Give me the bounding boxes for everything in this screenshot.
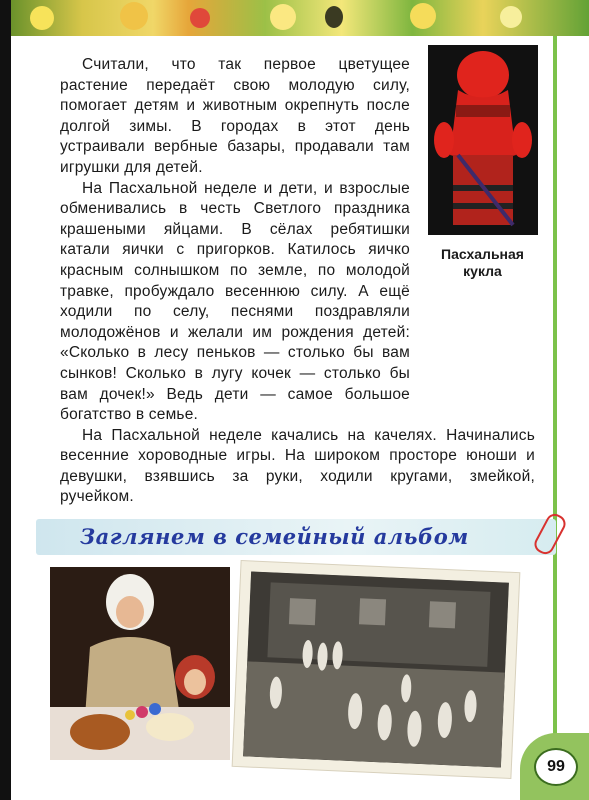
paragraph: Считали, что так первое цветущее растение передаёт свою молодую силу, помогает детям и животным окрепнуть после долгой зимы. В городах в этот день устраивали вербные базары, продавали там игрушки для детей. (60, 56, 410, 176)
flower-icon (30, 6, 54, 30)
margin-stripe (553, 36, 557, 800)
paragraph: На Пасхальной неделе качались на качелях. Начинались весенние хороводные игры. На широком просторе юноши и девушки, взявшись за руки, ходили кругами, змейкой, ручейком. (60, 426, 535, 506)
berry-icon (190, 8, 210, 28)
page-edge (0, 0, 11, 800)
flower-icon (270, 4, 296, 30)
page-number: 99 (534, 748, 578, 786)
paragraph: На Пасхальной неделе и дети, и взрослые обменивались в честь Светлого праздника крашеными яйцами. В сёлах ребятишки катали яички с пригорков. Катилось яичко красным солнышком по земле, по молодой травке, пробуждало весеннюю силу. А ещё ходили по селу, песнями поздравляли молодожёнов и желали им рождения детей: «Сколько в лесу пеньков — столько бы вам сынков! Сколько в лугу кочек — столько бы вам дочек!» Ведь дети — самое большое богатство в семье. (60, 179, 410, 424)
flower-icon (500, 6, 522, 28)
flower-icon (410, 3, 436, 29)
old-photo-round-dance (233, 561, 520, 778)
family-photo-easter-table (50, 567, 230, 760)
flower-icon (120, 2, 148, 30)
bee-icon (325, 6, 343, 28)
easter-doll-image (428, 45, 538, 235)
section-title: Заглянем в семейный альбом (80, 524, 469, 549)
decorative-flower-border (0, 0, 589, 36)
doll-caption: Пасхальная кукла (441, 246, 524, 279)
